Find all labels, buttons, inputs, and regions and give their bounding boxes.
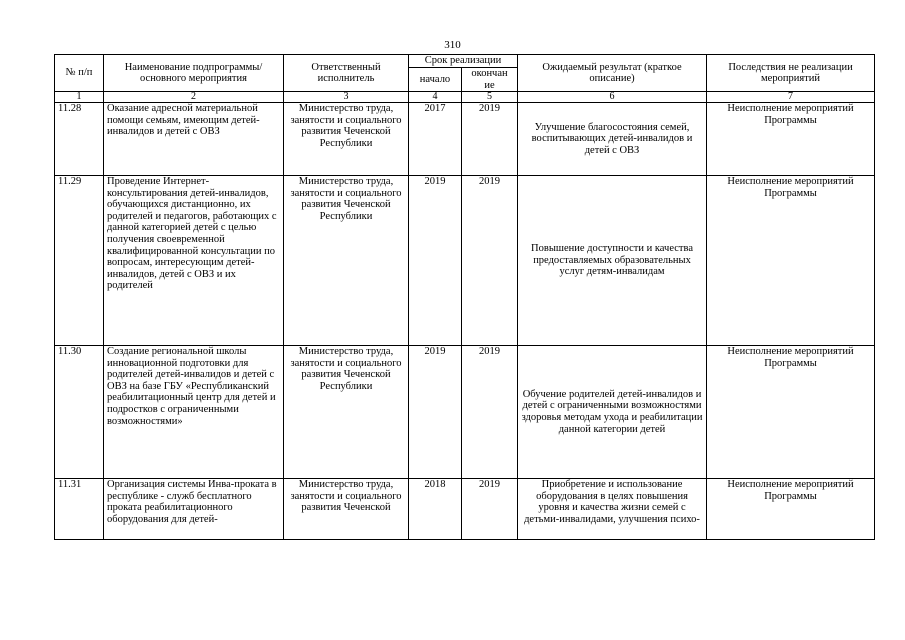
executor: Министерство труда, занятости и социального развития Чеченской Республики	[284, 346, 409, 479]
row-number: 11.29	[55, 176, 104, 346]
column-number: 5	[462, 92, 518, 103]
consequence: Неисполнение мероприятий Программы	[707, 103, 875, 176]
end-year: 2019	[462, 176, 518, 346]
expected-result: Обучение родителей детей-инвалидов и детей с ограниченными возможностями здоровья методам ухода и реабилитации данной категории детей	[518, 346, 707, 479]
executor: Министерство труда, занятости и социального развития Чеченской Республики	[284, 103, 409, 176]
activity-name: Создание региональной школы инновационной подготовки для родителей детей-инвалидов и детей с ОВЗ на базе ГБУ «Республиканский реабилитационный центр для детей и подростков с ограниченными возможностями»	[104, 346, 284, 479]
end-year: 2019	[462, 346, 518, 479]
header-start: начало	[409, 68, 462, 92]
column-number: 1	[55, 92, 104, 103]
activity-name: Организация системы Инва-проката в республике - служб бесплатного проката реабилитационного оборудования для детей-	[104, 479, 284, 540]
header-consequence: Последствия не реализации мероприятий	[707, 55, 875, 92]
header-name: Наименование подпрограммы/ основного мероприятия	[104, 55, 284, 92]
column-number: 3	[284, 92, 409, 103]
header-end: окончан ие	[462, 68, 518, 92]
start-year: 2017	[409, 103, 462, 176]
column-numbers-row	[55, 92, 875, 103]
header-term: Срок реализации	[409, 55, 518, 68]
header-executor: Ответственный исполнитель	[284, 55, 409, 92]
row-number: 11.31	[55, 479, 104, 540]
start-year: 2019	[409, 176, 462, 346]
header-num: № п/п	[55, 55, 104, 92]
activity-name: Оказание адресной материальной помощи семьям, имеющим детей-инвалидов и детей с ОВЗ	[104, 103, 284, 176]
column-number: 6	[518, 92, 707, 103]
start-year: 2018	[409, 479, 462, 540]
start-year: 2019	[409, 346, 462, 479]
expected-result: Повышение доступности и качества предоставляемых образовательных услуг детям-инвалидам	[518, 176, 707, 346]
header-result: Ожидаемый результат (краткое описание)	[518, 55, 707, 92]
row-number: 11.30	[55, 346, 104, 479]
column-number: 7	[707, 92, 875, 103]
program-activities-table	[54, 54, 875, 540]
column-number: 2	[104, 92, 284, 103]
table-row	[55, 479, 875, 540]
column-number: 4	[409, 92, 462, 103]
expected-result: Приобретение и использование оборудования в целях повышения уровня и качества жизни семей с детьми-инвалидами, улучшения психо-	[518, 479, 707, 540]
consequence: Неисполнение мероприятий Программы	[707, 176, 875, 346]
table-row	[55, 176, 875, 346]
activity-name: Проведение Интернет-консультирования детей-инвалидов, обучающихся дистанционно, их родителей и педагогов, работающих с данной категорией детей с целью получения своевременной квалифицированной консультации по вопросам, интересующим детей-инвалидов, детей с ОВЗ и их родителей	[104, 176, 284, 346]
row-number: 11.28	[55, 103, 104, 176]
table-row	[55, 346, 875, 479]
table-row	[55, 103, 875, 176]
consequence: Неисполнение мероприятий Программы	[707, 346, 875, 479]
executor: Министерство труда, занятости и социального развития Чеченской Республики	[284, 176, 409, 346]
end-year: 2019	[462, 479, 518, 540]
end-year: 2019	[462, 103, 518, 176]
page-number: 310	[444, 39, 461, 51]
executor: Министерство труда, занятости и социального развития Чеченской	[284, 479, 409, 540]
consequence: Неисполнение мероприятий Программы	[707, 479, 875, 540]
expected-result: Улучшение благосостояния семей, воспитывающих детей-инвалидов и детей с ОВЗ	[518, 103, 707, 176]
